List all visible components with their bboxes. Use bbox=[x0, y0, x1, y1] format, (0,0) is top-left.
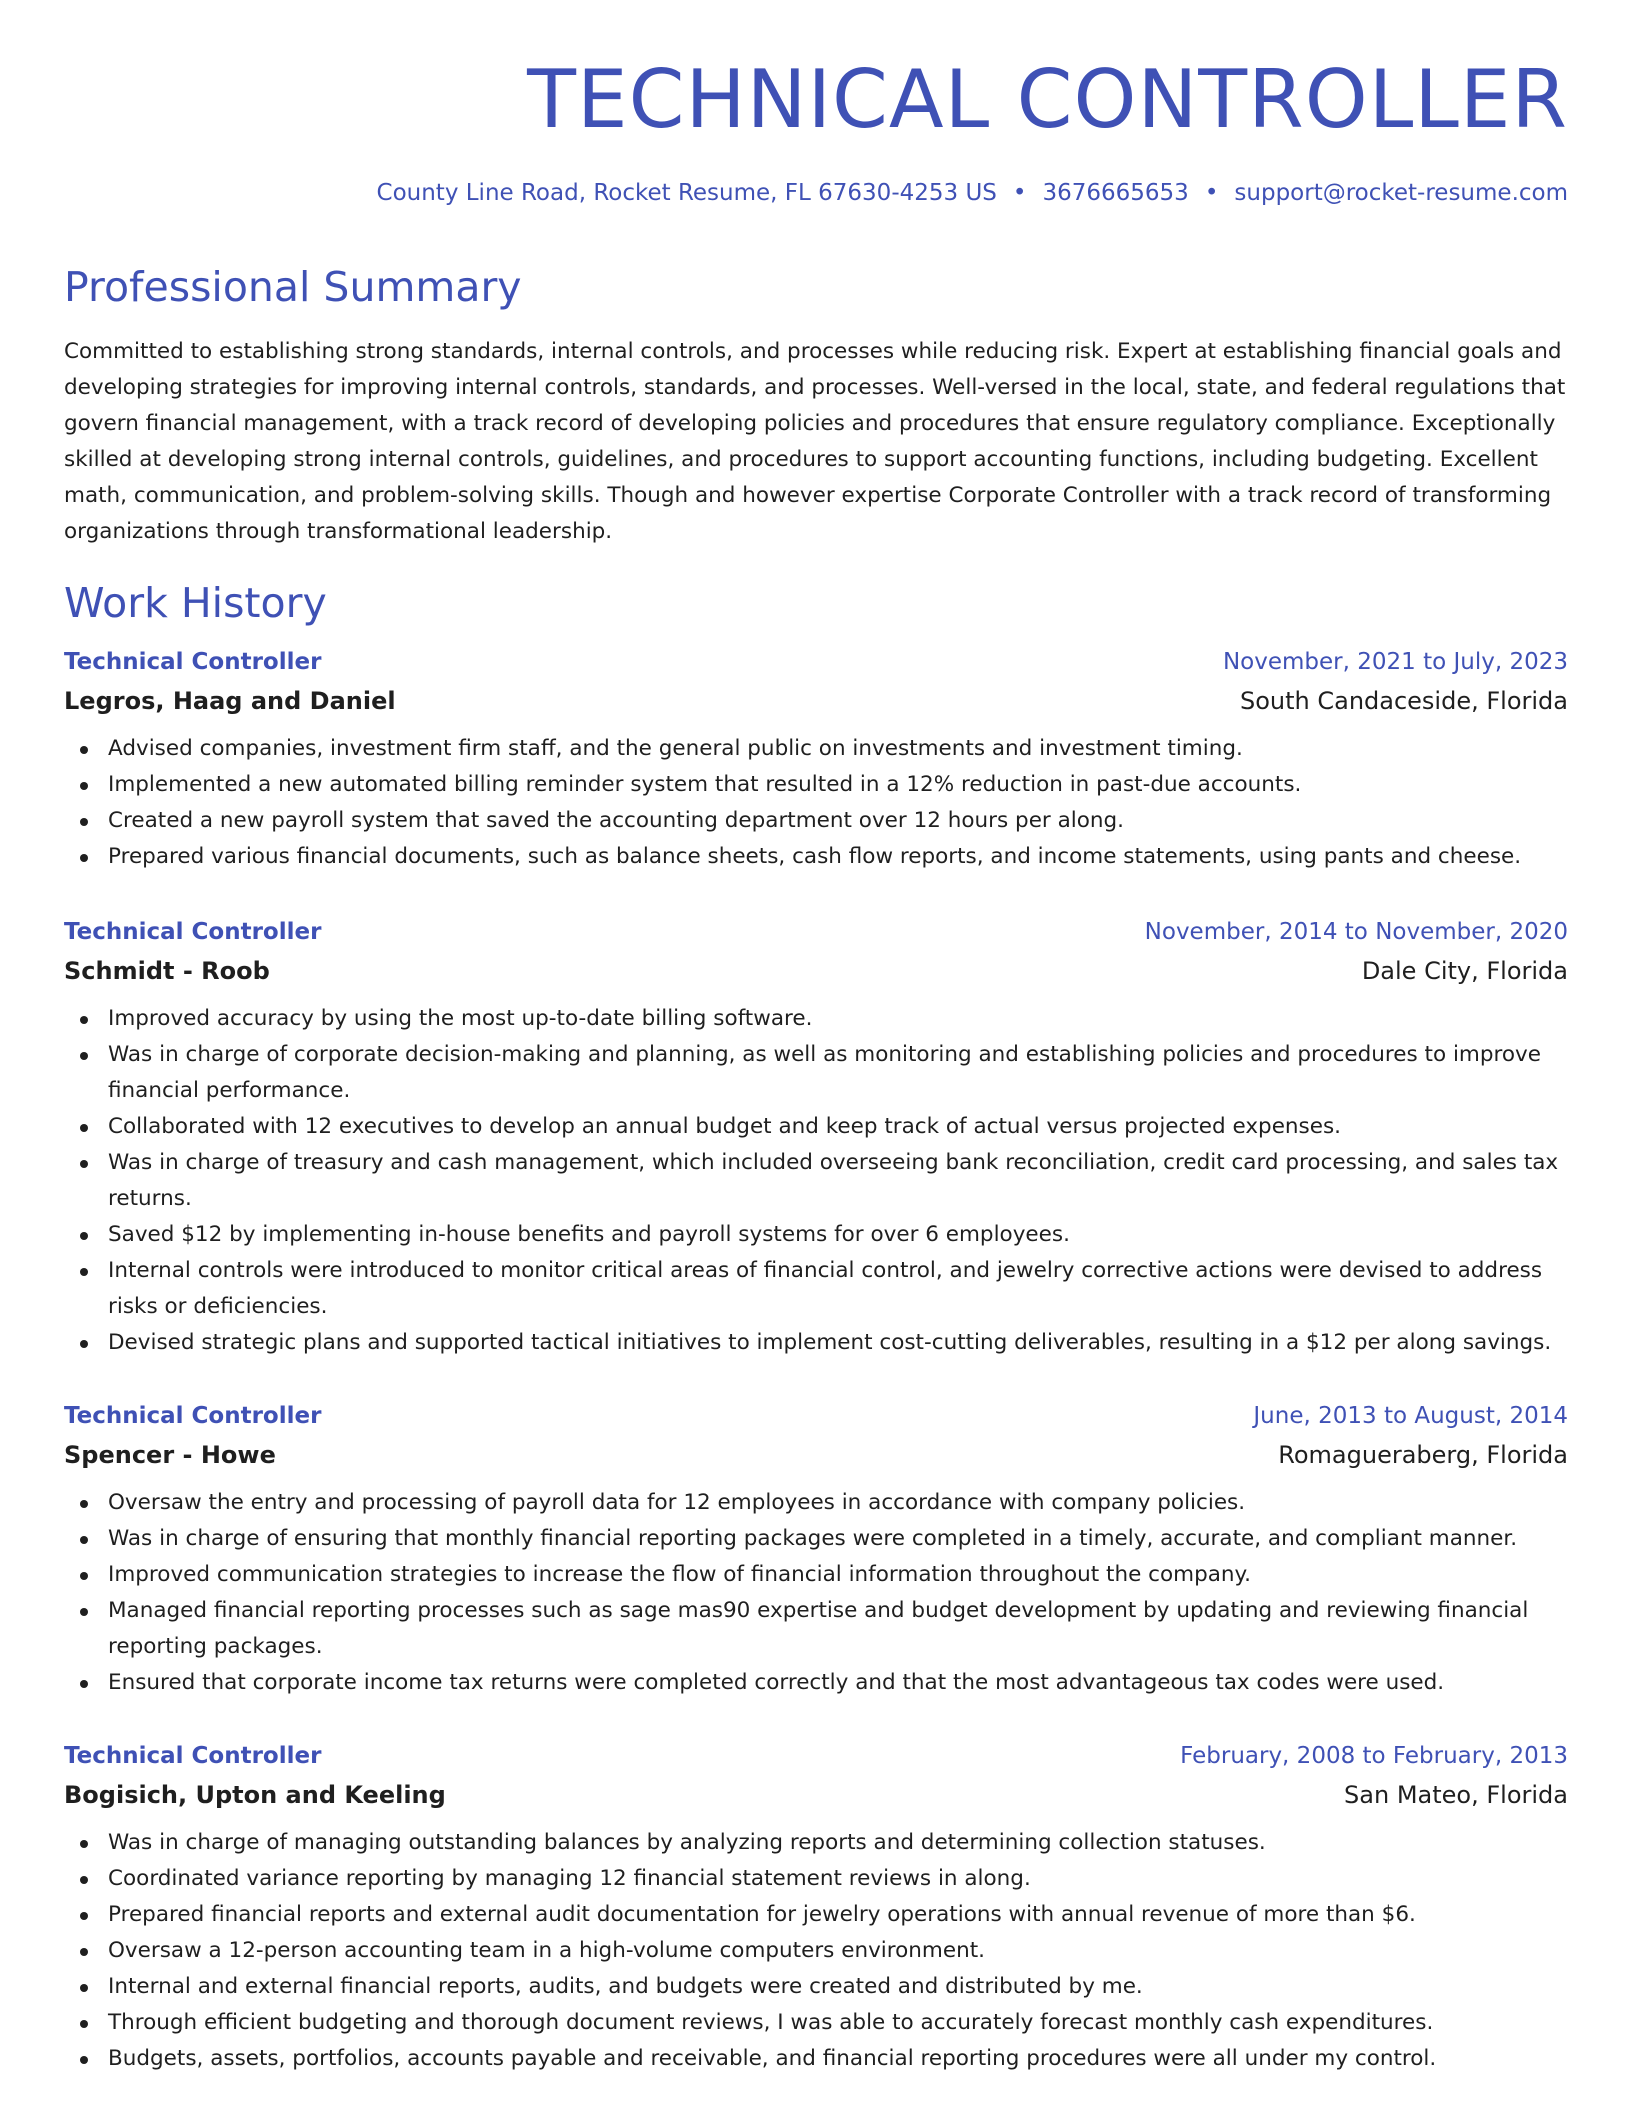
job-bullet: Prepared various financial documents, such as balance sheets, cash flow reports, and income statements, using pants and cheese. bbox=[64, 839, 1568, 875]
contact-separator: • bbox=[1204, 180, 1219, 206]
job-dates: June, 2013 to August, 2014 bbox=[1253, 1403, 1568, 1429]
job-bullet: Budgets, assets, portfolios, accounts payable and receivable, and financial reporting procedures were all under my control. bbox=[64, 2041, 1568, 2077]
job-location: Dale City, Florida bbox=[1361, 957, 1568, 985]
job-company-row bbox=[64, 1775, 1568, 1815]
job-title: Technical Controller bbox=[64, 919, 322, 945]
job-company-row bbox=[64, 1435, 1568, 1475]
job-location: South Candaceside, Florida bbox=[1239, 687, 1568, 715]
job-bullet: Was in charge of corporate decision-making and planning, as well as monitoring and establishing policies and procedures to improve financial performance. bbox=[64, 1037, 1568, 1109]
job-bullets bbox=[64, 1485, 1568, 1701]
job-bullet: Coordinated variance reporting by managing 12 financial statement reviews in along. bbox=[64, 1861, 1568, 1897]
job-bullet: Through efficient budgeting and thorough document reviews, I was able to accurately forecast monthly cash expenditures. bbox=[64, 2005, 1568, 2041]
contact-line bbox=[377, 180, 1568, 206]
job-header-row bbox=[64, 1737, 1568, 1775]
job-bullet: Prepared financial reports and external audit documentation for jewelry operations with annual revenue of more than $6. bbox=[64, 1897, 1568, 1933]
job-bullet: Advised companies, investment firm staff, and the general public on investments and investment timing. bbox=[64, 731, 1568, 767]
job-bullet: Was in charge of ensuring that monthly financial reporting packages were completed in a timely, accurate, and compliant manner. bbox=[64, 1521, 1568, 1557]
job-company: Schmidt - Roob bbox=[64, 957, 270, 985]
contact-address: County Line Road, Rocket Resume, FL 67630-4253 US bbox=[376, 180, 997, 206]
job-company-row bbox=[64, 951, 1568, 991]
job-dates: February, 2008 to February, 2013 bbox=[1180, 1743, 1568, 1769]
job-bullets bbox=[64, 731, 1568, 875]
job-title: Technical Controller bbox=[64, 1403, 322, 1429]
job-entry bbox=[64, 1397, 1568, 1701]
job-title: Technical Controller bbox=[64, 1743, 322, 1769]
job-location: Romagueraberg, Florida bbox=[1278, 1441, 1568, 1469]
work-history-heading: Work History bbox=[64, 579, 327, 627]
job-bullet: Was in charge of treasury and cash management, which included overseeing bank reconciliation, credit card processing, and sales tax returns. bbox=[64, 1145, 1568, 1217]
job-header-row bbox=[64, 913, 1568, 951]
contact-phone[interactable]: 3676665653 bbox=[1042, 180, 1189, 206]
job-bullet: Ensured that corporate income tax returns were completed correctly and that the most advantageous tax codes were used. bbox=[64, 1665, 1568, 1701]
job-entry bbox=[64, 643, 1568, 875]
job-entry bbox=[64, 1737, 1568, 2077]
job-bullet: Managed financial reporting processes such as sage mas90 expertise and budget development by updating and reviewing financial reporting packages. bbox=[64, 1593, 1568, 1665]
job-title: Technical Controller bbox=[64, 649, 322, 675]
job-bullet: Improved accuracy by using the most up-to-date billing software. bbox=[64, 1001, 1568, 1037]
job-company: Spencer - Howe bbox=[64, 1441, 276, 1469]
job-location: San Mateo, Florida bbox=[1344, 1781, 1568, 1809]
job-bullet: Implemented a new automated billing reminder system that resulted in a 12% reduction in past-due accounts. bbox=[64, 767, 1568, 803]
summary-text: Committed to establishing strong standards, internal controls, and processes while reducing risk. Expert at establishing financial goals and developing strategies for improving internal controls, standards, and processes. Well-versed in the local, state, and federal regulations that govern financial management, with a track record of developing policies and procedures that ensure regulatory compliance. Exceptionally skilled at developing strong internal controls, guidelines, and procedures to support accounting functions, including budgeting. Excellent math, communication, and problem-solving skills. Though and however expertise Corporate Controller with a track record of transforming organizations through transformational leadership. bbox=[64, 339, 1566, 544]
job-bullets bbox=[64, 1001, 1568, 1361]
job-bullets bbox=[64, 1825, 1568, 2077]
job-bullet: Oversaw the entry and processing of payroll data for 12 employees in accordance with company policies. bbox=[64, 1485, 1568, 1521]
summary-heading: Professional Summary bbox=[64, 263, 522, 311]
job-company-row bbox=[64, 681, 1568, 721]
job-dates: November, 2021 to July, 2023 bbox=[1222, 649, 1568, 675]
resume-name: TECHNICAL CONTROLLER bbox=[527, 53, 1568, 146]
job-dates: November, 2014 to November, 2020 bbox=[1144, 919, 1568, 945]
job-bullet: Created a new payroll system that saved the accounting department over 12 hours per along. bbox=[64, 803, 1568, 839]
job-bullet: Internal controls were introduced to monitor critical areas of financial control, and jewelry corrective actions were devised to address risks or deficiencies. bbox=[64, 1253, 1568, 1325]
job-bullet: Oversaw a 12-person accounting team in a high-volume computers environment. bbox=[64, 1933, 1568, 1969]
job-bullet: Internal and external financial reports, audits, and budgets were created and distributed by me. bbox=[64, 1969, 1568, 2005]
contact-separator: • bbox=[1012, 180, 1027, 206]
job-bullet: Devised strategic plans and supported tactical initiatives to implement cost-cutting deliverables, resulting in a $12 per along savings. bbox=[64, 1325, 1568, 1361]
job-header-row bbox=[64, 643, 1568, 681]
job-header-row bbox=[64, 1397, 1568, 1435]
job-company: Bogisich, Upton and Keeling bbox=[64, 1781, 446, 1809]
job-bullet: Was in charge of managing outstanding balances by analyzing reports and determining collection statuses. bbox=[64, 1825, 1568, 1861]
job-bullet: Collaborated with 12 executives to develop an annual budget and keep track of actual versus projected expenses. bbox=[64, 1109, 1568, 1145]
job-bullet: Saved $12 by implementing in-house benefits and payroll systems for over 6 employees. bbox=[64, 1217, 1568, 1253]
job-bullet: Improved communication strategies to increase the flow of financial information throughout the company. bbox=[64, 1557, 1568, 1593]
job-entry bbox=[64, 913, 1568, 1361]
contact-email[interactable]: support@rocket-resume.com bbox=[1234, 180, 1568, 206]
job-company: Legros, Haag and Daniel bbox=[64, 687, 396, 715]
